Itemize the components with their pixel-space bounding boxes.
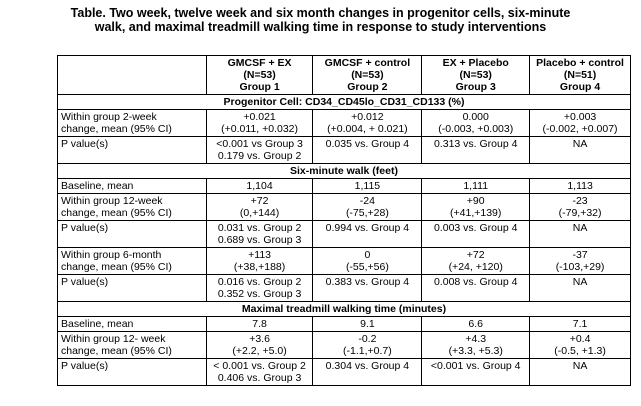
row-label [58, 137, 207, 164]
header-corner [58, 56, 207, 95]
cell-line: (+3.3, +5.3) [448, 345, 503, 357]
cell-line: (0,+144) [239, 207, 280, 219]
table-cell [313, 332, 422, 359]
table-row [58, 332, 631, 359]
cell-line: 0.352 vs. Group 3 [217, 288, 302, 300]
row-label [58, 194, 207, 221]
cell-line: 0 [364, 249, 371, 261]
cell-line: -24 [359, 195, 375, 207]
table-cell [422, 137, 530, 164]
cell-line: 0.179 vs. Group 2 [217, 150, 302, 162]
table-cell [530, 179, 631, 194]
row-label [58, 248, 207, 275]
table-cell [313, 275, 422, 302]
cell-line: 9.1 [360, 318, 375, 330]
table-cell [206, 275, 313, 302]
cell-line: +0.021 [243, 111, 276, 123]
cell-line: NA [572, 276, 588, 288]
cell-line: (+38,+188) [233, 261, 286, 273]
table-row [58, 221, 631, 248]
table-cell [422, 179, 530, 194]
cell-line: 0.031 vs. Group 2 [217, 222, 302, 234]
cell-line: 0.000 [462, 111, 489, 123]
cell-line: (-75,+28) [345, 207, 389, 219]
row-label-line: change, mean (95% CI) [61, 207, 172, 219]
table-cell [313, 194, 422, 221]
cell-line: (-0.5, +1.3) [554, 345, 606, 357]
table-cell [422, 248, 530, 275]
header-row [58, 56, 631, 95]
table-row [58, 317, 631, 332]
cell-line: NA [572, 222, 588, 234]
cell-line: 1,113 [567, 180, 593, 192]
cell-line: -37 [572, 249, 588, 261]
cell-line: 6.6 [468, 318, 484, 330]
cell-line: 0.994 vs. Group 4 [325, 222, 410, 234]
cell-line: 0.304 vs. Group 4 [325, 360, 410, 372]
group-4-header: Placebo + control (N=51) Group 4 [530, 56, 631, 95]
table-cell [313, 137, 422, 164]
cell-line: -0.2 [358, 333, 377, 345]
table-cell [313, 110, 422, 137]
table-cell [206, 137, 313, 164]
cell-line: +113 [248, 249, 271, 261]
cell-line: 7.1 [572, 318, 588, 330]
table-cell [422, 110, 530, 137]
cell-line: NA [572, 138, 588, 150]
table-cell [530, 221, 631, 248]
cell-line: (-55,+56) [345, 261, 389, 273]
table-cell [422, 275, 530, 302]
cell-line: (-79,+32) [558, 207, 602, 219]
table-cell [206, 221, 313, 248]
table-cell [313, 317, 422, 332]
table-cell [313, 359, 422, 386]
row-label [58, 221, 207, 248]
row-label-line: change, mean (95% CI) [61, 123, 172, 135]
row-label-line: P value(s) [61, 360, 109, 372]
cell-line: +0.003 [563, 111, 597, 123]
row-label [58, 179, 207, 194]
cell-line: +0.4 [569, 333, 591, 345]
table-cell [206, 110, 313, 137]
row-label-line: Baseline, mean [61, 180, 134, 192]
cell-line: 0.689 vs. Group 3 [217, 234, 302, 246]
cell-line: 0.035 vs. Group 4 [325, 138, 410, 150]
table-row [58, 275, 631, 302]
row-label-line: change, mean (95% CI) [61, 345, 172, 357]
row-label-line: Within group 2-week [61, 111, 157, 123]
table-cell [530, 137, 631, 164]
cell-line: <0.001 vs Group 3 [216, 138, 303, 150]
row-label-line: P value(s) [61, 222, 109, 234]
cell-line: (+2.2, +5.0) [232, 345, 287, 357]
cell-line: (-103,+29) [555, 261, 605, 273]
table-cell [206, 359, 313, 386]
row-label [58, 359, 207, 386]
group-2-header: GMCSF + control (N=53) Group 2 [313, 56, 422, 95]
table-cell [206, 179, 313, 194]
cell-line: (-0.003, +0.003) [438, 123, 514, 135]
cell-line: 0.406 vs. Group 3 [217, 372, 302, 384]
cell-line: 0.016 vs. Group 2 [217, 276, 302, 288]
row-label [58, 317, 207, 332]
table-cell [530, 332, 631, 359]
cell-line: 0.008 vs. Group 4 [433, 276, 518, 288]
cell-line: (+24, +120) [448, 261, 503, 273]
cell-line: 7.8 [252, 318, 267, 330]
section-row [58, 95, 631, 110]
table-cell [206, 332, 313, 359]
table-row [58, 137, 631, 164]
row-label-line: Baseline, mean [61, 318, 134, 330]
table-cell [313, 179, 422, 194]
row-label [58, 275, 207, 302]
table-row [58, 110, 631, 137]
table-cell [206, 248, 313, 275]
table-cell [530, 317, 631, 332]
cell-line: 1,111 [463, 180, 489, 192]
cell-line: +3.6 [249, 333, 270, 345]
table-cell [206, 194, 313, 221]
row-label-line: Within group 12- week [61, 333, 166, 345]
results-table [57, 55, 631, 386]
table-cell [422, 194, 530, 221]
table-cell [530, 248, 631, 275]
section-six-minute-walk: Six-minute walk (feet) [58, 164, 631, 179]
table-row [58, 179, 631, 194]
table-cell [530, 275, 631, 302]
table-row [58, 194, 631, 221]
cell-line: +90 [466, 195, 485, 207]
cell-line: -23 [572, 195, 588, 207]
section-treadmill: Maximal treadmill walking time (minutes) [58, 302, 631, 317]
row-label [58, 110, 207, 137]
row-label-line: Within group 12-week [61, 195, 163, 207]
cell-line: 1,104 [246, 180, 273, 192]
cell-line: (+0.011, +0.032) [221, 123, 298, 135]
row-label [58, 332, 207, 359]
cell-line: (+41,+139) [450, 207, 502, 219]
section-row [58, 302, 631, 317]
table-cell [422, 332, 530, 359]
table-cell [313, 248, 422, 275]
table-cell [422, 317, 530, 332]
cell-line: < 0.001 vs. Group 2 [213, 360, 306, 372]
group-3-header: EX + Placebo (N=53) Group 3 [422, 56, 530, 95]
title-line-2: walk, and maximal treadmill walking time in response to study interventions [94, 20, 547, 34]
table-title [0, 6, 641, 34]
section-progenitor: Progenitor Cell: CD34_CD45lo_CD31_CD133 (%) [58, 95, 631, 110]
cell-line: (-1.1,+0.7) [343, 345, 392, 357]
table-cell [530, 194, 631, 221]
cell-line: (+0.004, + 0.021) [327, 123, 408, 135]
cell-line: NA [572, 360, 588, 372]
cell-line: +4.3 [465, 333, 487, 345]
table-cell [422, 359, 530, 386]
row-label-line: P value(s) [61, 276, 109, 288]
table-cell [206, 317, 313, 332]
cell-line: +72 [466, 249, 485, 261]
cell-line: 0.003 vs. Group 4 [433, 222, 518, 234]
table-cell [530, 359, 631, 386]
cell-line: (-0.002, +0.007) [542, 123, 618, 135]
row-label-line: Within group 6-month [61, 249, 162, 261]
cell-line: 0.383 vs. Group 4 [325, 276, 410, 288]
cell-line: +72 [250, 195, 269, 207]
cell-line: 0.313 vs. Group 4 [433, 138, 518, 150]
section-row [58, 164, 631, 179]
table-cell [422, 221, 530, 248]
table-row [58, 359, 631, 386]
table-row [58, 248, 631, 275]
cell-line: 1,115 [354, 180, 381, 192]
row-label-line: P value(s) [61, 138, 109, 150]
cell-line: <0.001 vs. Group 4 [430, 360, 521, 372]
row-label-line: change, mean (95% CI) [61, 261, 172, 273]
cell-line: +0.012 [351, 111, 384, 123]
group-1-header: GMCSF + EX (N=53) Group 1 [206, 56, 313, 95]
title-line-1: Table. Two week, twelve week and six month changes in progenitor cells, six-minute [70, 6, 571, 20]
table-cell [313, 221, 422, 248]
table-cell [530, 110, 631, 137]
